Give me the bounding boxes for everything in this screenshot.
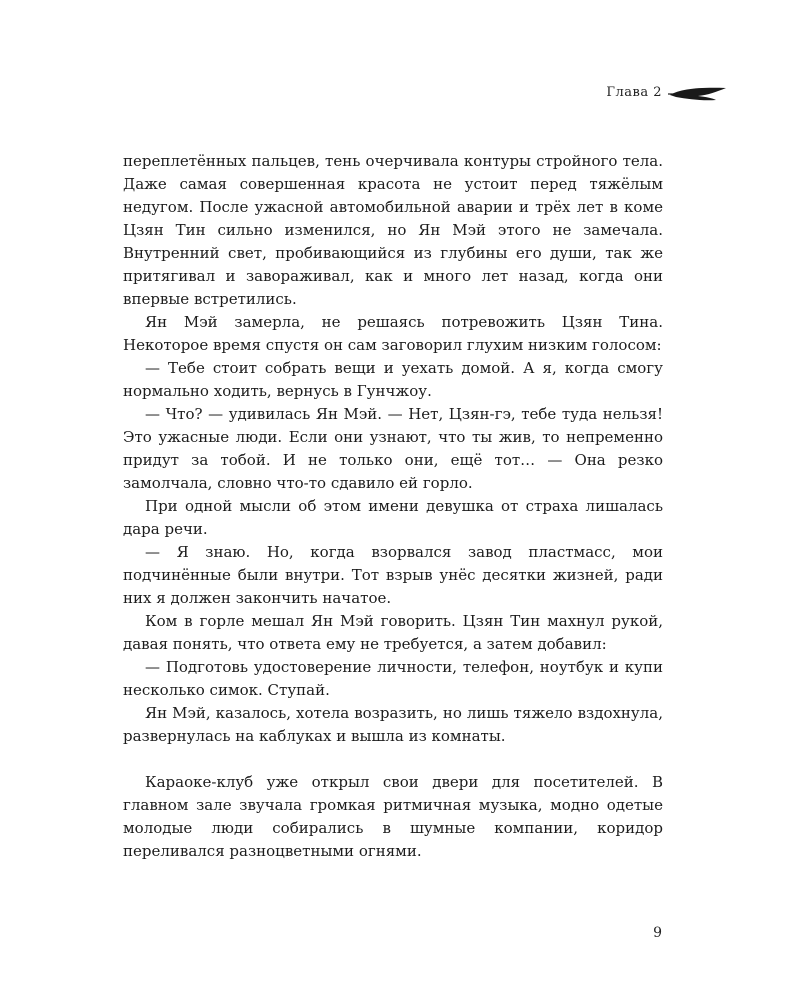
dialog-line: — Подготовь удостоверение личности, телефон, ноутбук и купи несколько симок. Ступай. (123, 658, 663, 699)
paragraph: Ян Мэй, казалось, хотела возразить, но лишь тяжело вздохнула, развернулась на каблуках и вышла из комнаты. (123, 704, 663, 745)
dialog-line: — Я знаю. Но, когда взорвался завод пластмасс, мои подчинённые были внутри. Тот взрыв унёс десятки жизней, ради них я должен закончить начатое. (123, 543, 663, 607)
dialog-line: — Что? — удивилась Ян Мэй. — Нет, Цзян-гэ, тебе туда нельзя! Это ужасные люди. Если они узнают, что ты жив, то непременно придут за тобой. И не только они, ещё тот… — Она резко замолчала, словно что-то сдавило ей горло. (123, 405, 663, 492)
paragraph: Ком в горле мешал Ян Мэй говорить. Цзян Тин махнул рукой, давая понять, что ответа ему не требуется, а затем добавил: (123, 612, 663, 653)
paragraph: переплетённых пальцев, тень очерчивала контуры стройного тела. Даже самая совершенная красота не устоит перед тяжёлым недугом. После ужасной автомобильной аварии и трёх лет в коме Цзян Тин сильно изменился, но Ян Мэй этого не замечала. Внутренний свет, пробивающийся из глубины его души, так же притягивал и завораживал, как и много лет назад, когда они впервые встретились. (123, 152, 663, 308)
paragraph: Караоке-клуб уже открыл свои двери для посетителей. В главном зале звучала громкая ритмичная музыка, модно одетые молодые люди собирались в шумные компании, коридор переливался разноцветными огнями. (123, 773, 663, 860)
paragraph: Ян Мэй замерла, не решаясь потревожить Цзян Тина. Некоторое время спустя он сам заговорил глухим низким голосом: (123, 313, 663, 354)
body-text (123, 150, 663, 863)
chapter-title: Глава 2 (606, 85, 662, 100)
feather-icon (668, 86, 728, 102)
dialog-line: — Тебе стоит собрать вещи и уехать домой. А я, когда смогу нормально ходить, вернусь в Гунчжоу. (123, 359, 663, 400)
running-header (560, 83, 730, 107)
paragraph: При одной мысли об этом имени девушка от страха лишалась дара речи. (123, 497, 663, 538)
page-number: 9 (653, 925, 662, 941)
scene-break (123, 748, 663, 771)
